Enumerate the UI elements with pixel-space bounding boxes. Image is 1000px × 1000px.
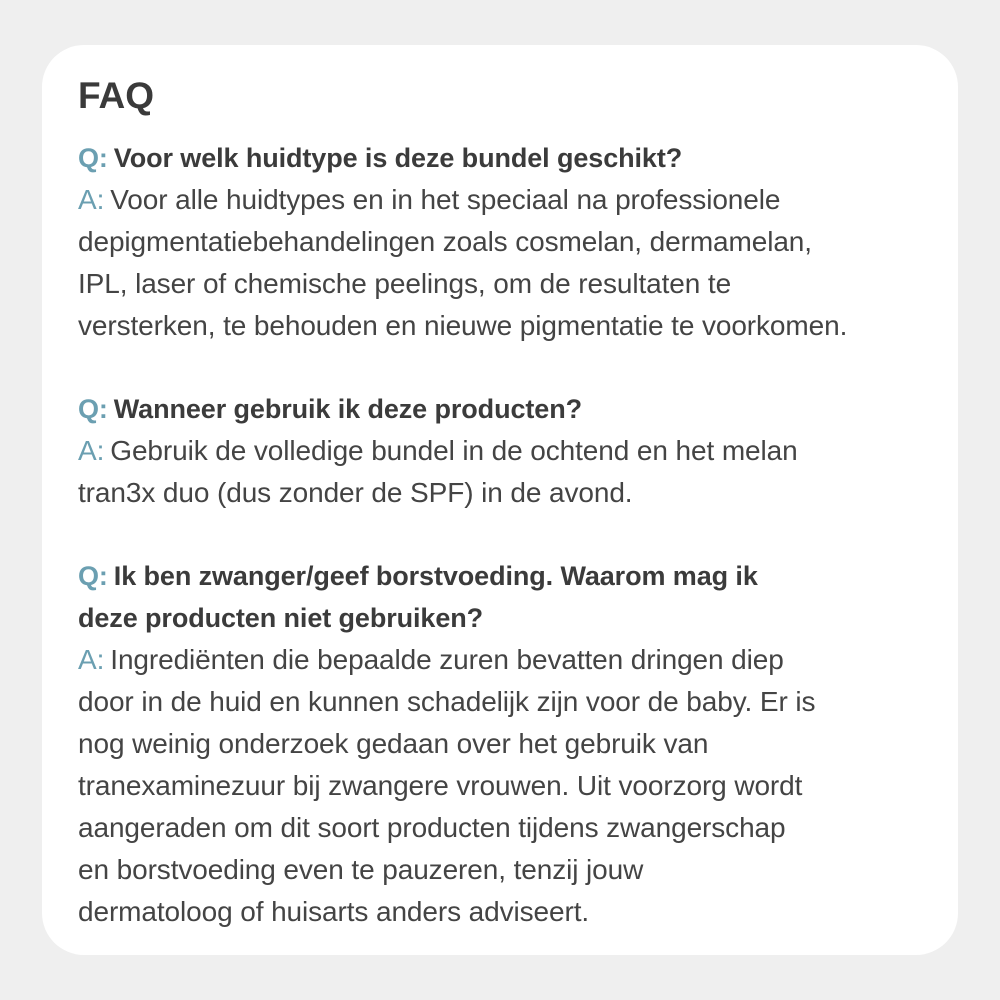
answer-line [78, 639, 958, 681]
answer-text: depigmentatiebehandelingen zoals cosmelan, dermamelan, [78, 226, 812, 257]
page-title: FAQ [78, 75, 155, 116]
answer-prefix: A: [78, 644, 105, 675]
answer-line [78, 221, 958, 263]
faq-question [78, 388, 958, 430]
faq-list [78, 137, 958, 974]
faq-question [78, 555, 958, 639]
faq-answer [78, 430, 958, 514]
answer-prefix: A: [78, 435, 105, 466]
question-text: Voor welk huidtype is deze bundel geschikt? [113, 143, 683, 173]
question-prefix: Q: [78, 394, 108, 424]
question-text: Wanneer gebruik ik deze producten? [113, 394, 582, 424]
answer-text: aangeraden om dit soort producten tijdens zwangerschap [78, 812, 786, 843]
faq-answer [78, 179, 958, 347]
answer-text: door in de huid en kunnen schadelijk zijn voor de baby. Er is [78, 686, 816, 717]
answer-text: Voor alle huidtypes en in het speciaal na professionele [110, 184, 781, 215]
answer-text: dermatoloog of huisarts anders adviseert. [78, 896, 590, 927]
answer-line [78, 681, 958, 723]
question-prefix: Q: [78, 143, 108, 173]
question-line [78, 137, 958, 179]
question-prefix: Q: [78, 561, 108, 591]
answer-line [78, 472, 958, 514]
answer-line [78, 891, 958, 933]
faq-answer [78, 639, 958, 933]
faq-item [78, 388, 958, 514]
faq-question [78, 137, 958, 179]
answer-text: Gebruik de volledige bundel in de ochtend en het melan [110, 435, 798, 466]
answer-line [78, 263, 958, 305]
answer-text: tran3x duo (dus zonder de SPF) in de avond. [78, 477, 633, 508]
answer-text: en borstvoeding even te pauzeren, tenzij jouw [78, 854, 644, 885]
question-line [78, 555, 958, 597]
answer-line [78, 723, 958, 765]
answer-line [78, 179, 958, 221]
faq-item [78, 555, 958, 933]
answer-text: tranexaminezuur bij zwangere vrouwen. Uit voorzorg wordt [78, 770, 803, 801]
question-text: Ik ben zwanger/geef borstvoeding. Waarom mag ik [113, 561, 758, 591]
answer-line [78, 430, 958, 472]
answer-line [78, 305, 958, 347]
answer-prefix: A: [78, 184, 105, 215]
answer-text: IPL, laser of chemische peelings, om de resultaten te [78, 268, 732, 299]
question-text: deze producten niet gebruiken? [78, 603, 484, 633]
faq-card [42, 45, 958, 955]
answer-text: Ingrediënten die bepaalde zuren bevatten dringen diep [110, 644, 784, 675]
answer-text: versterken, te behouden en nieuwe pigmentatie te voorkomen. [78, 310, 848, 341]
question-line [78, 597, 958, 639]
question-line [78, 388, 958, 430]
answer-line [78, 807, 958, 849]
answer-line [78, 849, 958, 891]
faq-item [78, 137, 958, 347]
answer-line [78, 765, 958, 807]
answer-text: nog weinig onderzoek gedaan over het gebruik van [78, 728, 709, 759]
